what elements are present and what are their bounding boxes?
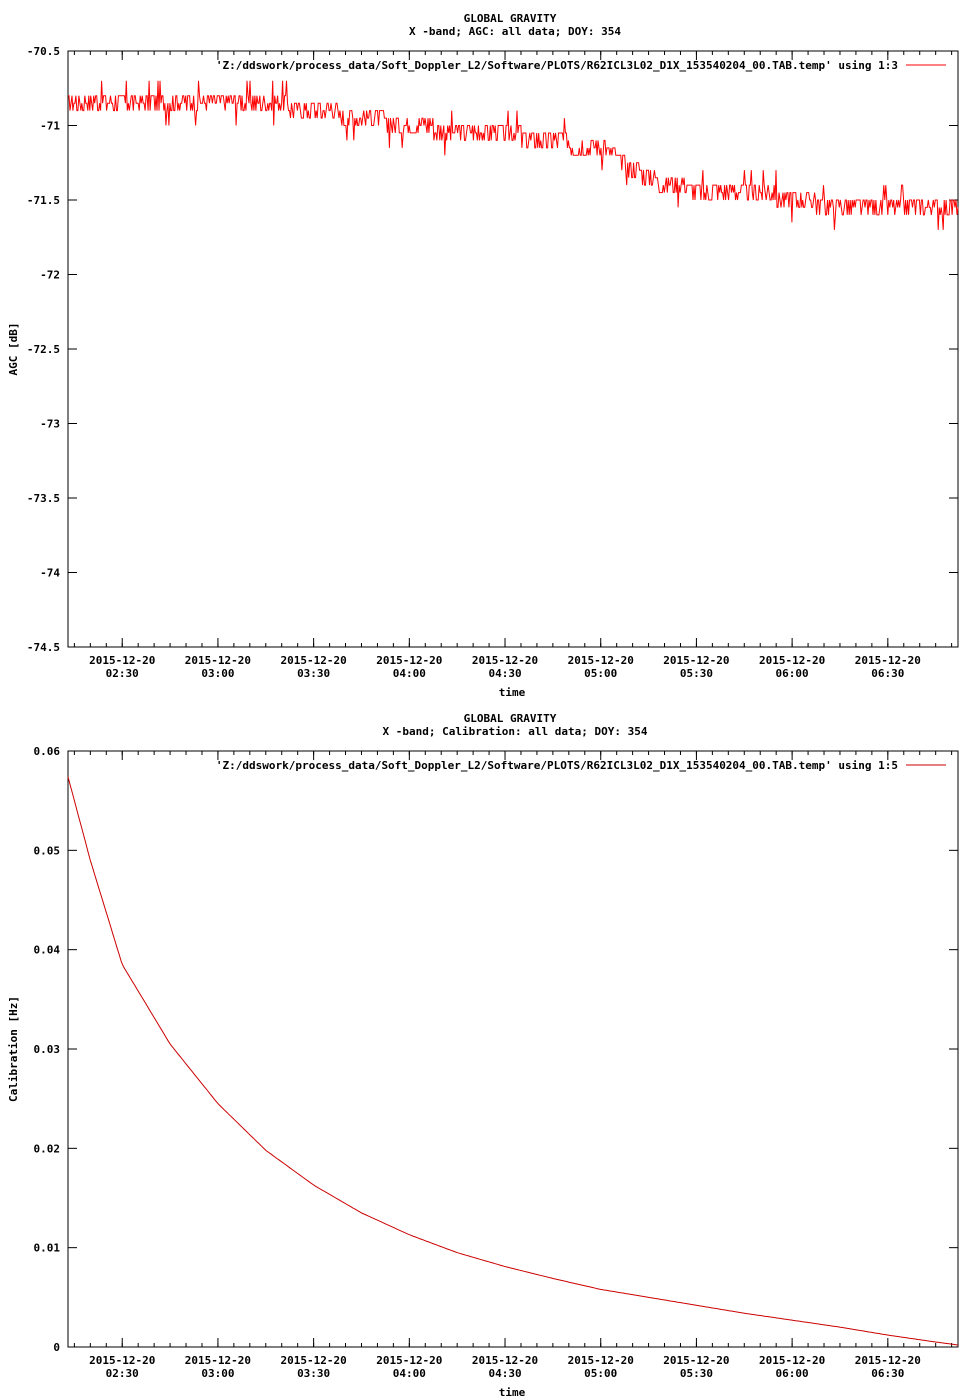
- x-tick-date: 2015-12-20: [184, 1354, 252, 1367]
- x-tick-date: 2015-12-20: [663, 654, 730, 667]
- x-tick-time: 02:30: [105, 1367, 139, 1380]
- x-tick-time: 04:30: [488, 667, 522, 680]
- x-tick-date: 2015-12-20: [280, 1354, 347, 1367]
- x-tick-time: 05:00: [584, 667, 618, 680]
- x-tick-date: 2015-12-20: [471, 1354, 539, 1367]
- y-tick-label: -73.5: [26, 492, 60, 505]
- x-tick-time: 04:30: [488, 1367, 522, 1380]
- x-tick-date: 2015-12-20: [471, 654, 539, 667]
- series-line: [68, 777, 958, 1345]
- legend-label: 'Z:/ddswork/process_data/Soft_Doppler_L2/Software/PLOTS/R62ICL3L02_D1X_153540204_00.TAB.temp' using 1:5: [215, 759, 898, 772]
- x-tick-date: 2015-12-20: [184, 654, 252, 667]
- x-tick-date: 2015-12-20: [567, 654, 634, 667]
- x-tick-time: 05:30: [679, 1367, 713, 1380]
- x-tick-time: 06:30: [871, 667, 905, 680]
- chart-subtitle: X -band; Calibration: all data; DOY: 354: [382, 725, 648, 738]
- y-tick-label: 0.06: [33, 745, 60, 758]
- x-tick-date: 2015-12-20: [854, 1354, 921, 1367]
- x-tick-time: 03:00: [201, 1367, 235, 1380]
- x-tick-time: 04:00: [392, 1367, 426, 1380]
- x-tick-time: 06:00: [775, 1367, 809, 1380]
- y-tick-label: -72.5: [26, 343, 60, 356]
- y-tick-label: -71: [40, 119, 60, 133]
- y-tick-label: 0.02: [33, 1142, 60, 1156]
- y-tick-label: -70.5: [26, 45, 60, 58]
- x-tick-time: 05:00: [584, 1367, 618, 1380]
- y-tick-label: 0: [53, 1341, 60, 1354]
- plot-frame: [68, 751, 958, 1347]
- x-tick-time: 06:30: [871, 1367, 905, 1380]
- x-tick-date: 2015-12-20: [854, 654, 921, 667]
- y-tick-label: 0.03: [33, 1043, 60, 1056]
- y-tick-label: -73: [40, 417, 60, 431]
- x-tick-time: 04:00: [392, 667, 426, 680]
- x-tick-date: 2015-12-20: [759, 1354, 826, 1367]
- x-tick-date: 2015-12-20: [663, 1354, 730, 1367]
- y-tick-label: 0.04: [33, 943, 60, 957]
- x-tick-time: 03:30: [297, 667, 331, 680]
- y-tick-label: -71.5: [26, 194, 60, 207]
- y-tick-label: 0.05: [33, 844, 60, 858]
- x-tick-time: 02:30: [105, 667, 139, 680]
- chart-title: GLOBAL GRAVITY: [463, 712, 557, 725]
- y-tick-label: -74.5: [26, 641, 60, 654]
- x-axis-label: time: [498, 686, 526, 699]
- x-tick-time: 06:00: [775, 667, 809, 680]
- x-tick-date: 2015-12-20: [376, 654, 443, 667]
- y-tick-label: 0.01: [33, 1241, 60, 1255]
- x-tick-time: 05:30: [679, 667, 713, 680]
- series-line: [68, 81, 958, 230]
- x-tick-date: 2015-12-20: [89, 1354, 156, 1367]
- x-axis-label: time: [498, 1386, 526, 1399]
- x-tick-date: 2015-12-20: [89, 654, 156, 667]
- x-tick-date: 2015-12-20: [759, 654, 826, 667]
- y-axis-label: AGC [dB]: [7, 322, 20, 376]
- x-tick-time: 03:00: [201, 667, 235, 680]
- y-tick-label: -74: [40, 566, 60, 580]
- legend-label: 'Z:/ddswork/process_data/Soft_Doppler_L2/Software/PLOTS/R62ICL3L02_D1X_153540204_00.TAB.temp' using 1:3: [215, 59, 898, 72]
- x-tick-date: 2015-12-20: [280, 654, 347, 667]
- x-tick-date: 2015-12-20: [376, 1354, 443, 1367]
- y-tick-label: -72: [40, 268, 60, 282]
- chart-title: GLOBAL GRAVITY: [463, 12, 557, 25]
- x-tick-date: 2015-12-20: [567, 1354, 634, 1367]
- x-tick-time: 03:30: [297, 1367, 331, 1380]
- y-axis-label: Calibration [Hz]: [7, 996, 20, 1102]
- chart-subtitle: X -band; AGC: all data; DOY: 354: [409, 25, 621, 38]
